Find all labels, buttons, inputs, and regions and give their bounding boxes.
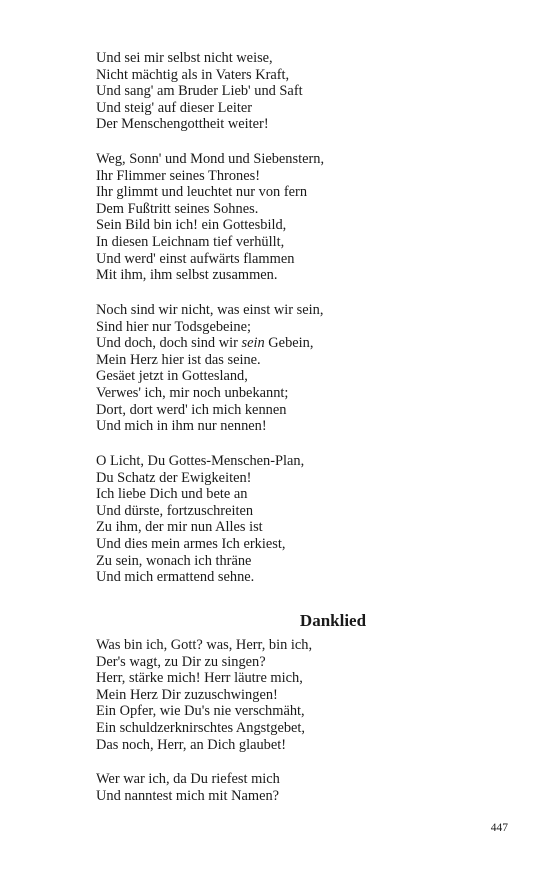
verse-line: Und steig' auf dieser Leiter bbox=[96, 99, 253, 116]
poem1-stanza-1 bbox=[96, 50, 303, 133]
verse-line: Der Menschengottheit weiter! bbox=[96, 116, 269, 133]
verse-line: Dem Fußtritt seines Sohnes. bbox=[96, 200, 259, 217]
poem1-stanza-4 bbox=[96, 453, 304, 586]
verse-line: Gesäet jetzt in Gottesland, bbox=[96, 368, 248, 385]
verse-line: Was bin ich, Gott? was, Herr, bin ich, bbox=[96, 637, 313, 653]
emphasized-word: sein bbox=[241, 335, 265, 352]
verse-text: Gebein, bbox=[264, 335, 314, 352]
verse-line: Nicht mächtig als in Vaters Kraft, bbox=[96, 66, 290, 83]
poem1-stanza-3 bbox=[96, 302, 323, 435]
poem2-stanza-2 bbox=[96, 771, 280, 804]
verse-line: Dort, dort werd' ich mich kennen bbox=[96, 401, 287, 418]
verse-text: Und doch, doch sind wir bbox=[96, 335, 242, 352]
verse-line: Ein Opfer, wie Du's nie verschmäht, bbox=[96, 703, 305, 720]
verse-line: Und mich ermattend sehne. bbox=[96, 569, 255, 586]
poem1-stanza-2 bbox=[96, 151, 324, 284]
page-number: 447 bbox=[490, 822, 508, 834]
verse-line: Weg, Sonn' und Mond und Siebenstern, bbox=[96, 151, 325, 167]
verse-line: Mit ihm, ihm selbst zusammen. bbox=[96, 267, 278, 284]
verse-line: Mein Herz hier ist das seine. bbox=[96, 351, 261, 368]
verse-line: Du Schatz der Ewigkeiten! bbox=[96, 469, 252, 486]
verse-line: In diesen Leichnam tief verhüllt, bbox=[96, 233, 285, 250]
verse-line: Ihr Flimmer seines Thrones! bbox=[96, 167, 260, 184]
poem2-stanza-1 bbox=[96, 637, 312, 753]
verse-line: Noch sind wir nicht, was einst wir sein, bbox=[96, 302, 324, 318]
verse-line: Das noch, Herr, an Dich glaubet! bbox=[96, 736, 287, 753]
verse-line: Der's wagt, zu Dir zu singen? bbox=[96, 653, 266, 670]
verse-line: Verwes' ich, mir noch unbekannt; bbox=[96, 384, 289, 401]
verse-line: Und mich in ihm nur nennen! bbox=[96, 418, 267, 435]
verse-line: Sind hier nur Todsgebeine; bbox=[96, 318, 252, 335]
verse-line: Ihr glimmt und leuchtet nur von fern bbox=[96, 184, 308, 201]
verse-line: Wer war ich, da Du riefest mich bbox=[96, 771, 280, 787]
verse-line: Und nanntest mich mit Namen? bbox=[96, 787, 280, 804]
verse-line: Zu ihm, der mir nun Alles ist bbox=[96, 519, 263, 536]
verse-line: Ein schuldzerknirschtes Angstgebet, bbox=[96, 719, 306, 736]
verse-line: Ich liebe Dich und bete an bbox=[96, 486, 248, 503]
verse-line: O Licht, Du Gottes-Menschen-Plan, bbox=[96, 453, 305, 469]
verse-line: Und werd' einst aufwärts flammen bbox=[96, 250, 295, 267]
verse-line: Und sei mir selbst nicht weise, bbox=[96, 50, 273, 66]
verse-line-with-emphasis bbox=[96, 335, 323, 352]
verse-line: Sein Bild bin ich! ein Gottesbild, bbox=[96, 217, 287, 234]
verse-line: Mein Herz Dir zuzuschwingen! bbox=[96, 686, 278, 703]
verse-line: Und dies mein armes Ich erkiest, bbox=[96, 535, 286, 552]
poem-title: Danklied bbox=[299, 611, 367, 630]
verse-line: Und dürste, fortzuschreiten bbox=[96, 502, 254, 519]
verse-line: Zu sein, wonach ich thräne bbox=[96, 552, 252, 569]
verse-line: Und sang' am Bruder Lieb' und Saft bbox=[96, 83, 303, 100]
verse-line: Herr, stärke mich! Herr läutre mich, bbox=[96, 670, 303, 687]
